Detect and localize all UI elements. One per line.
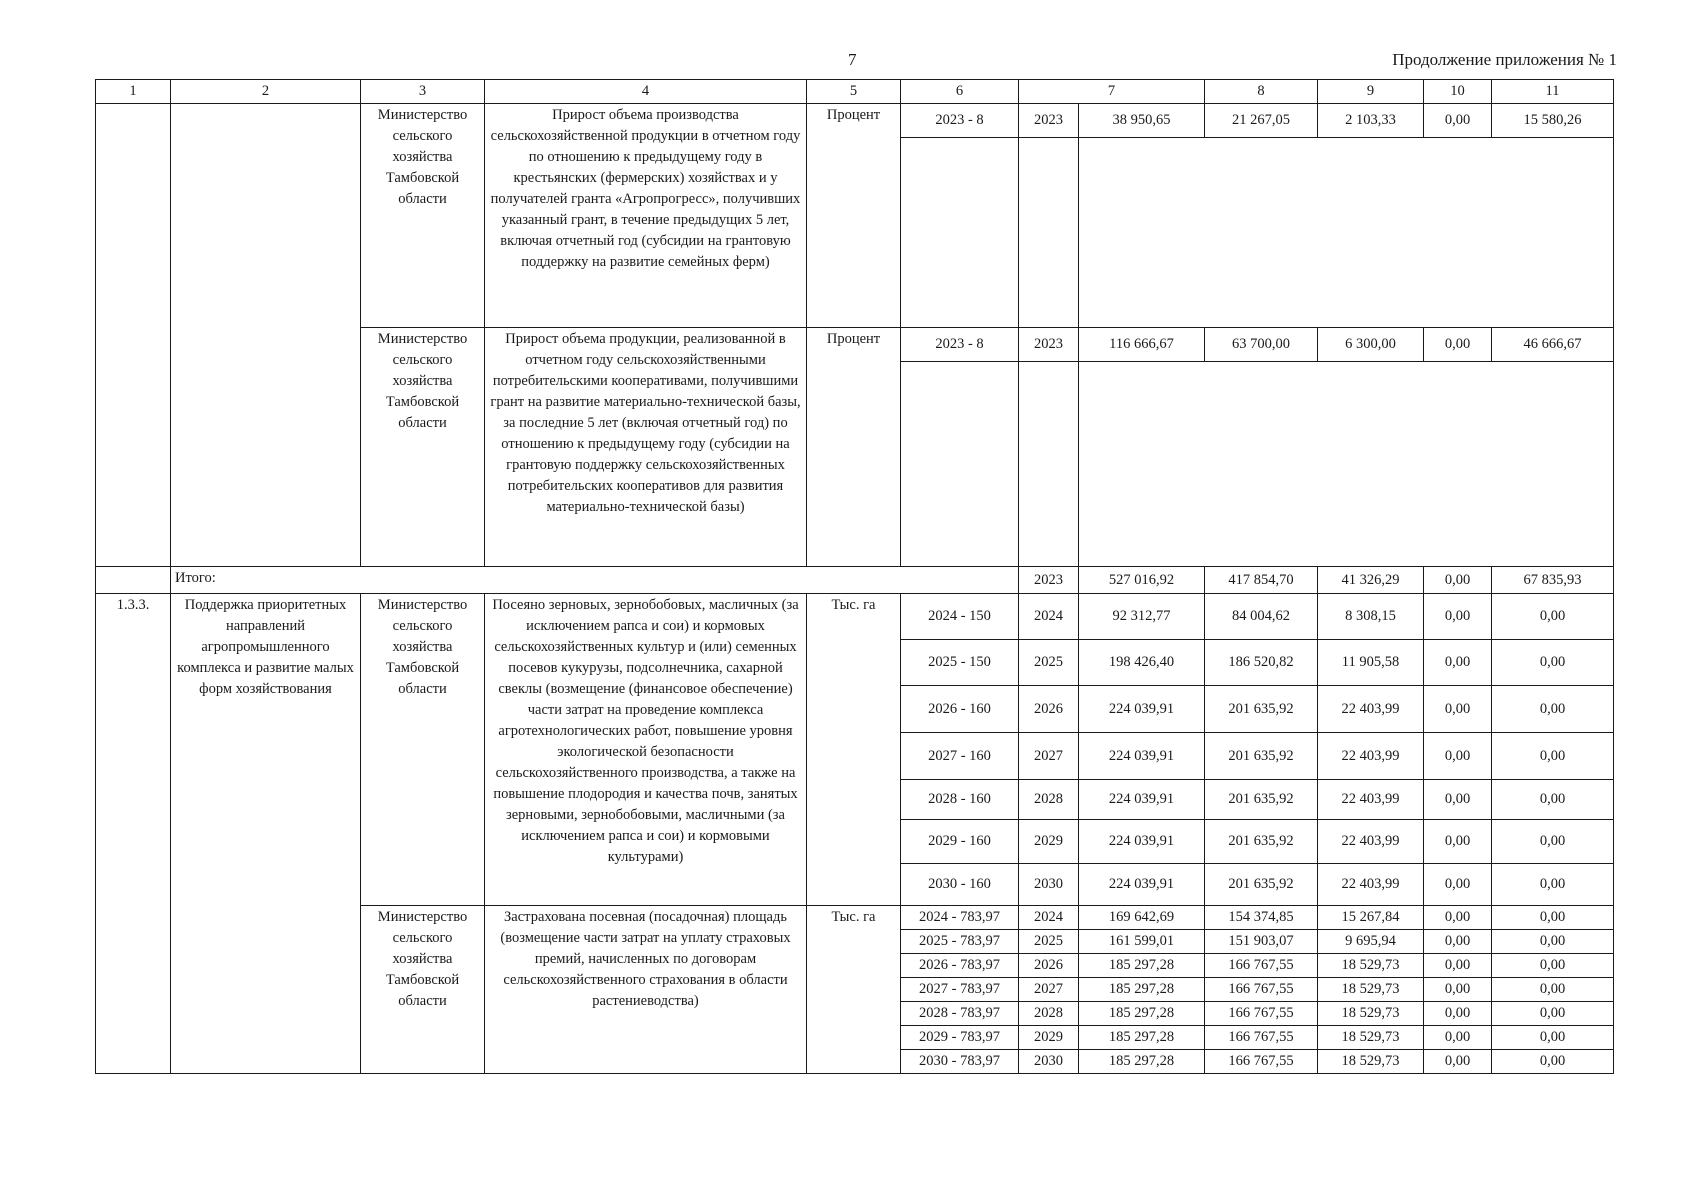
local-cell: 0,00	[1424, 1050, 1492, 1074]
other-cell: 0,00	[1492, 1026, 1614, 1050]
section-name: Поддержка приоритетных направлений агропромышленного комплекса и развитие малых форм хозяйствования	[171, 594, 361, 1074]
regional-cell: 22 403,99	[1318, 820, 1424, 864]
total-cell: 224 039,91	[1079, 820, 1205, 864]
col-header-10: 10	[1424, 80, 1492, 104]
empty-name-cell	[171, 104, 361, 567]
regional-cell: 18 529,73	[1318, 1050, 1424, 1074]
year-cell: 2025	[1019, 640, 1079, 686]
local-cell: 0,00	[1424, 567, 1492, 594]
target-cell: 2024 - 783,97	[901, 906, 1019, 930]
federal-cell: 166 767,55	[1205, 1026, 1318, 1050]
local-cell: 0,00	[1424, 328, 1492, 362]
federal-cell: 166 767,55	[1205, 954, 1318, 978]
federal-cell: 21 267,05	[1205, 104, 1318, 138]
other-cell: 0,00	[1492, 954, 1614, 978]
column-number-row	[96, 80, 1614, 104]
page-number: 7	[848, 50, 857, 69]
target-cell: 2024 - 150	[901, 594, 1019, 640]
other-cell: 0,00	[1492, 864, 1614, 906]
regional-cell: 22 403,99	[1318, 733, 1424, 780]
empty-cell	[96, 567, 171, 594]
year-cell: 2024	[1019, 594, 1079, 640]
local-cell: 0,00	[1424, 686, 1492, 733]
col-header-3: 3	[361, 80, 485, 104]
ministry-cell: Министерство сельского хозяйства Тамбовской области	[361, 594, 485, 906]
target-cell: 2029 - 160	[901, 820, 1019, 864]
federal-cell: 154 374,85	[1205, 906, 1318, 930]
local-cell: 0,00	[1424, 780, 1492, 820]
total-cell: 224 039,91	[1079, 780, 1205, 820]
total-cell: 185 297,28	[1079, 954, 1205, 978]
col-header-5: 5	[807, 80, 901, 104]
total-cell: 92 312,77	[1079, 594, 1205, 640]
year-cell: 2030	[1019, 864, 1079, 906]
total-cell: 185 297,28	[1079, 1002, 1205, 1026]
unit-cell: Тыс. га	[807, 594, 901, 906]
federal-cell: 166 767,55	[1205, 1002, 1318, 1026]
other-cell: 0,00	[1492, 640, 1614, 686]
target-cell: 2025 - 150	[901, 640, 1019, 686]
federal-cell: 201 635,92	[1205, 733, 1318, 780]
federal-cell: 417 854,70	[1205, 567, 1318, 594]
federal-cell: 166 767,55	[1205, 978, 1318, 1002]
total-label: Итого:	[171, 567, 1019, 594]
section-code: 1.3.3.	[96, 594, 171, 1074]
target-cell: 2026 - 783,97	[901, 954, 1019, 978]
other-cell: 0,00	[1492, 930, 1614, 954]
total-cell: 224 039,91	[1079, 864, 1205, 906]
total-cell: 169 642,69	[1079, 906, 1205, 930]
regional-cell: 11 905,58	[1318, 640, 1424, 686]
empty-cell	[1019, 362, 1079, 567]
local-cell: 0,00	[1424, 640, 1492, 686]
target-cell: 2026 - 160	[901, 686, 1019, 733]
other-cell: 0,00	[1492, 1050, 1614, 1074]
regional-cell: 9 695,94	[1318, 930, 1424, 954]
year-cell: 2023	[1019, 104, 1079, 138]
local-cell: 0,00	[1424, 1002, 1492, 1026]
year-cell: 2024	[1019, 906, 1079, 930]
target-cell: 2030 - 783,97	[901, 1050, 1019, 1074]
empty-cell	[1079, 138, 1614, 328]
other-cell: 0,00	[1492, 733, 1614, 780]
year-cell: 2029	[1019, 820, 1079, 864]
local-cell: 0,00	[1424, 864, 1492, 906]
year-cell: 2027	[1019, 733, 1079, 780]
local-cell: 0,00	[1424, 954, 1492, 978]
total-cell: 185 297,28	[1079, 1050, 1205, 1074]
regional-cell: 6 300,00	[1318, 328, 1424, 362]
col-header-11: 11	[1492, 80, 1614, 104]
other-cell: 0,00	[1492, 686, 1614, 733]
regional-cell: 18 529,73	[1318, 1026, 1424, 1050]
empty-cell	[901, 362, 1019, 567]
empty-cell	[1019, 138, 1079, 328]
total-cell: 38 950,65	[1079, 104, 1205, 138]
year-cell: 2030	[1019, 1050, 1079, 1074]
other-cell: 0,00	[1492, 820, 1614, 864]
federal-cell: 84 004,62	[1205, 594, 1318, 640]
target-cell: 2023 - 8	[901, 104, 1019, 138]
total-cell: 527 016,92	[1079, 567, 1205, 594]
regional-cell: 18 529,73	[1318, 978, 1424, 1002]
other-cell: 0,00	[1492, 594, 1614, 640]
table-row	[96, 104, 1614, 138]
local-cell: 0,00	[1424, 978, 1492, 1002]
empty-cell	[901, 138, 1019, 328]
col-header-8: 8	[1205, 80, 1318, 104]
appendix-continuation-label: Продолжение приложения № 1	[1392, 50, 1617, 69]
indicator-cell: Прирост объема производства сельскохозяйственной продукции в отчетном году по отношению к предыдущему году в крестьянских (фермерских) хозяйствах и у получателей гранта «Агропрогресс», получивших указанный грант, в течение предыдущих 5 лет, включая отчетный год (субсидии на грантовую поддержку на развитие семейных ферм)	[485, 104, 807, 328]
regional-cell: 22 403,99	[1318, 686, 1424, 733]
year-cell: 2026	[1019, 954, 1079, 978]
col-header-6: 6	[901, 80, 1019, 104]
federal-cell: 151 903,07	[1205, 930, 1318, 954]
other-cell: 0,00	[1492, 1002, 1614, 1026]
year-cell: 2023	[1019, 567, 1079, 594]
year-cell: 2023	[1019, 328, 1079, 362]
year-cell: 2027	[1019, 978, 1079, 1002]
empty-cell	[1079, 362, 1614, 567]
local-cell: 0,00	[1424, 104, 1492, 138]
year-cell: 2025	[1019, 930, 1079, 954]
total-cell: 185 297,28	[1079, 1026, 1205, 1050]
regional-cell: 18 529,73	[1318, 1002, 1424, 1026]
year-cell: 2028	[1019, 780, 1079, 820]
local-cell: 0,00	[1424, 820, 1492, 864]
total-cell: 198 426,40	[1079, 640, 1205, 686]
regional-cell: 15 267,84	[1318, 906, 1424, 930]
total-cell: 224 039,91	[1079, 686, 1205, 733]
col-header-1: 1	[96, 80, 171, 104]
col-header-2: 2	[171, 80, 361, 104]
federal-cell: 201 635,92	[1205, 780, 1318, 820]
other-cell: 15 580,26	[1492, 104, 1614, 138]
regional-cell: 41 326,29	[1318, 567, 1424, 594]
target-cell: 2029 - 783,97	[901, 1026, 1019, 1050]
total-row	[96, 567, 1614, 594]
federal-cell: 63 700,00	[1205, 328, 1318, 362]
target-cell: 2023 - 8	[901, 328, 1019, 362]
target-cell: 2028 - 783,97	[901, 1002, 1019, 1026]
unit-cell: Процент	[807, 328, 901, 567]
regional-cell: 22 403,99	[1318, 780, 1424, 820]
target-cell: 2027 - 783,97	[901, 978, 1019, 1002]
indicator-cell: Посеяно зерновых, зернобобовых, масличных (за исключением рапса и сои) и кормовых сельскохозяйственных культур и (или) семенных посевов кукурузы, подсолнечника, сахарной свеклы (возмещение (финансовое обеспечение) части затрат на проведение комплекса агротехнологических работ, повышение уровня экологической безопасности сельскохозяйственного производства, а также на повышение плодородия и качества почв, занятых зерновыми, зернобобовыми, масличными (за исключением рапса и сои) и кормовыми культурами)	[485, 594, 807, 906]
other-cell: 0,00	[1492, 978, 1614, 1002]
ministry-cell: Министерство сельского хозяйства Тамбовской области	[361, 104, 485, 328]
indicator-cell: Застрахована посевная (посадочная) площадь (возмещение части затрат на уплату страховых премий, начисленных по договорам сельскохозяйственного страхования в области растениеводства)	[485, 906, 807, 1074]
other-cell: 0,00	[1492, 780, 1614, 820]
table-row	[96, 594, 1614, 640]
col-header-4: 4	[485, 80, 807, 104]
target-cell: 2025 - 783,97	[901, 930, 1019, 954]
empty-code-cell	[96, 104, 171, 567]
indicator-cell: Прирост объема продукции, реализованной в отчетном году сельскохозяйственными потребительскими кооперативами, получившими грант на развитие материально-технической базы, за последние 5 лет (включая отчетный год) по отношению к предыдущему году (субсидии на грантовую поддержку сельскохозяйственных потребительских кооперативов для развития материально-технической базы)	[485, 328, 807, 567]
regional-cell: 22 403,99	[1318, 864, 1424, 906]
unit-cell: Тыс. га	[807, 906, 901, 1074]
federal-cell: 201 635,92	[1205, 820, 1318, 864]
year-cell: 2028	[1019, 1002, 1079, 1026]
year-cell: 2029	[1019, 1026, 1079, 1050]
regional-cell: 18 529,73	[1318, 954, 1424, 978]
total-cell: 116 666,67	[1079, 328, 1205, 362]
regional-cell: 8 308,15	[1318, 594, 1424, 640]
unit-cell: Процент	[807, 104, 901, 328]
ministry-cell: Министерство сельского хозяйства Тамбовской области	[361, 328, 485, 567]
total-cell: 161 599,01	[1079, 930, 1205, 954]
year-cell: 2026	[1019, 686, 1079, 733]
total-cell: 224 039,91	[1079, 733, 1205, 780]
other-cell: 46 666,67	[1492, 328, 1614, 362]
federal-cell: 166 767,55	[1205, 1050, 1318, 1074]
regional-cell: 2 103,33	[1318, 104, 1424, 138]
local-cell: 0,00	[1424, 594, 1492, 640]
total-cell: 185 297,28	[1079, 978, 1205, 1002]
target-cell: 2030 - 160	[901, 864, 1019, 906]
federal-cell: 186 520,82	[1205, 640, 1318, 686]
local-cell: 0,00	[1424, 1026, 1492, 1050]
ministry-cell: Министерство сельского хозяйства Тамбовской области	[361, 906, 485, 1074]
col-header-9: 9	[1318, 80, 1424, 104]
other-cell: 67 835,93	[1492, 567, 1614, 594]
financing-table	[95, 79, 1614, 1074]
local-cell: 0,00	[1424, 930, 1492, 954]
federal-cell: 201 635,92	[1205, 864, 1318, 906]
col-header-7: 7	[1019, 80, 1205, 104]
local-cell: 0,00	[1424, 733, 1492, 780]
target-cell: 2028 - 160	[901, 780, 1019, 820]
local-cell: 0,00	[1424, 906, 1492, 930]
other-cell: 0,00	[1492, 906, 1614, 930]
target-cell: 2027 - 160	[901, 733, 1019, 780]
federal-cell: 201 635,92	[1205, 686, 1318, 733]
